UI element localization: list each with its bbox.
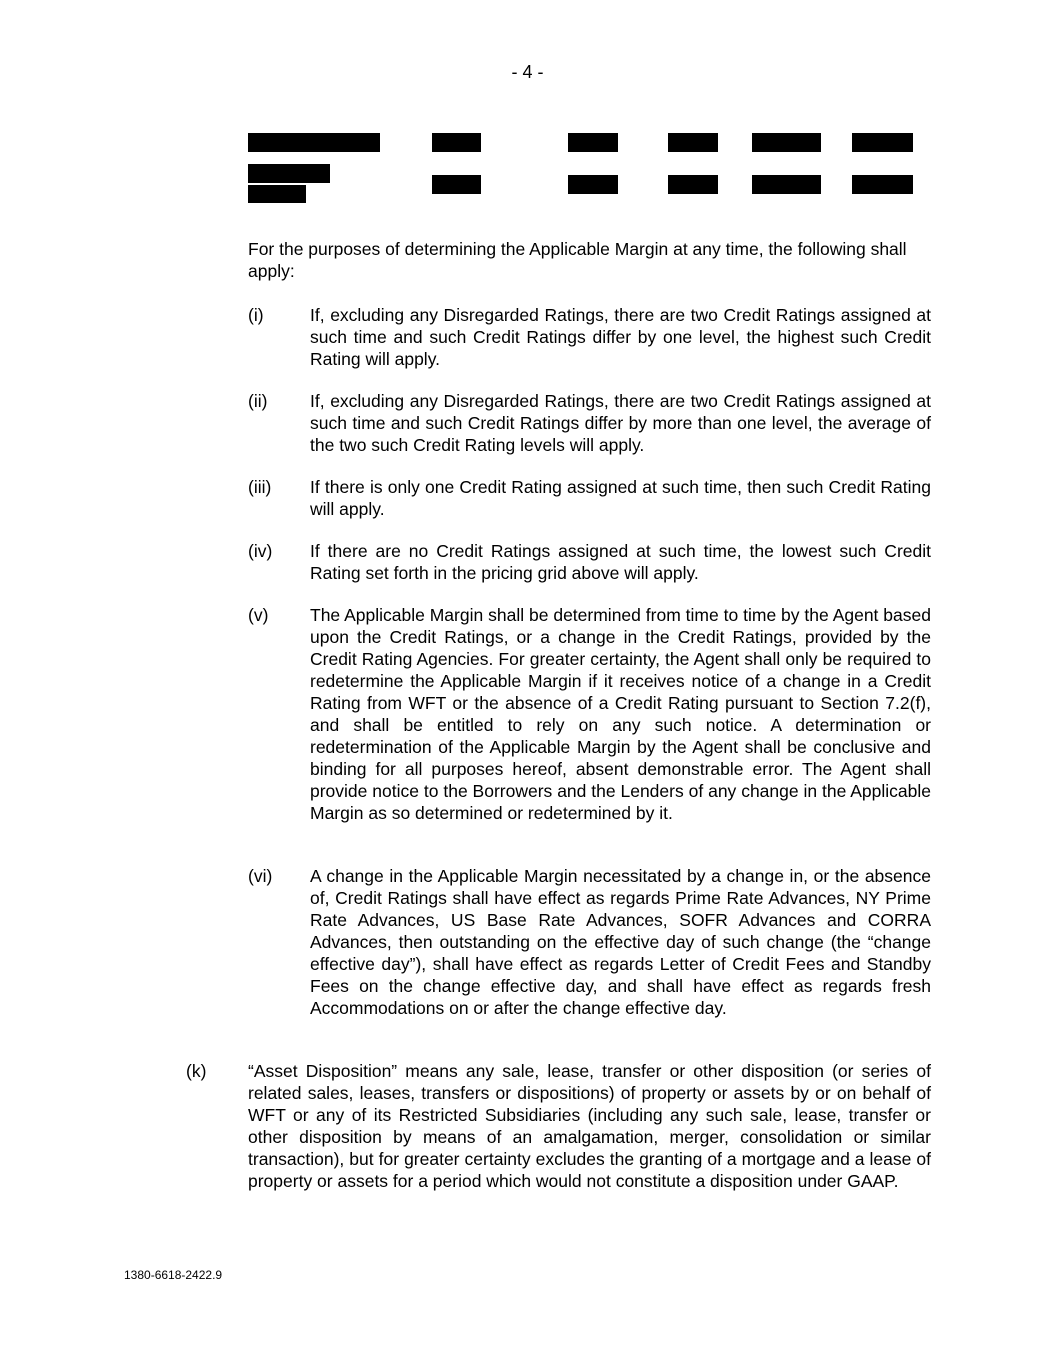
- list-item: [248, 865, 931, 1019]
- intro-paragraph: For the purposes of determining the Applicable Margin at any time, the following shall apply:: [248, 239, 907, 281]
- redaction-block: [248, 164, 330, 183]
- redaction-block: [668, 175, 718, 194]
- item-text: “Asset Disposition” means any sale, lease, transfer or other disposition (or series of related sales, leases, transfers or dispositions) of property or assets by or on behalf of WFT or any of its Restricted Subsidiaries (including any such sale, lease, transfer or other disposition by means of an amalgamation, merger, consolidation or similar transaction), but for greater certainty excludes the granting of a mortgage and a lease of property or assets for a period which would not constitute a disposition under GAAP.: [248, 1061, 931, 1191]
- list-item: [248, 476, 931, 520]
- redaction-block: [752, 175, 821, 194]
- item-text: If there are no Credit Ratings assigned at such time, the lowest such Credit Rating set forth in the pricing grid above will apply.: [310, 541, 931, 583]
- redaction-block: [568, 175, 618, 194]
- item-number: (i): [248, 305, 264, 325]
- item-text: A change in the Applicable Margin necessitated by a change in, or the absence of, Credit Ratings shall have effect as regards Prime Rate Advances, NY Prime Rate Advances, US Base Rate Advances, SOFR Advances and CORRA Advances, then outstanding on the effective day of such change (the “change effective day”), shall have effect as regards Letter of Credit Fees and Standby Fees on the change effective day, and shall have effect as regards fresh Accommodations on or after the change effective day.: [310, 866, 931, 1018]
- redaction-block: [852, 175, 913, 194]
- redaction-block: [432, 133, 481, 152]
- item-text: If, excluding any Disregarded Ratings, there are two Credit Ratings assigned at such time and such Credit Ratings differ by more than one level, the average of the two such Credit Rating levels will apply.: [310, 391, 931, 455]
- redaction-block: [248, 185, 306, 203]
- redaction-block: [668, 133, 718, 152]
- item-number: (iii): [248, 477, 272, 497]
- list-item: [248, 304, 931, 370]
- document-code: 1380-6618-2422.9: [124, 1268, 223, 1282]
- redaction-block: [568, 133, 618, 152]
- item-text: If, excluding any Disregarded Ratings, there are two Credit Ratings assigned at such time and such Credit Ratings differ by one level, the highest such Credit Rating will apply.: [310, 305, 931, 369]
- item-number: (ii): [248, 391, 268, 411]
- definition-item: [186, 1060, 931, 1192]
- list-item: [248, 604, 931, 824]
- item-number: (k): [186, 1061, 207, 1081]
- item-text: If there is only one Credit Rating assigned at such time, then such Credit Rating will apply.: [310, 477, 931, 519]
- item-number: (v): [248, 605, 269, 625]
- redaction-block: [248, 133, 380, 152]
- page-number: - 4 -: [511, 62, 544, 82]
- redaction-block: [852, 133, 913, 152]
- item-number: (vi): [248, 866, 273, 886]
- list-item: [248, 390, 931, 456]
- item-number: (iv): [248, 541, 273, 561]
- redaction-block: [432, 175, 481, 194]
- list-item: [248, 540, 931, 584]
- redaction-block: [752, 133, 821, 152]
- item-text: The Applicable Margin shall be determined from time to time by the Agent based upon the Credit Ratings, or a change in the Credit Ratings, provided by the Credit Rating Agencies. For greater certainty, the Agent shall only be required to redetermine the Applicable Margin if it receives notice of a change in a Credit Rating from WFT or the absence of a Credit Rating pursuant to Section 7.2(f), and shall be entitled to rely on any such notice. A determination or redetermination of the Applicable Margin by the Agent shall be conclusive and binding for all purposes hereof, absent demonstrable error. The Agent shall provide notice to the Borrowers and the Lenders of any change in the Applicable Margin as so determined or redetermined by it.: [310, 605, 931, 823]
